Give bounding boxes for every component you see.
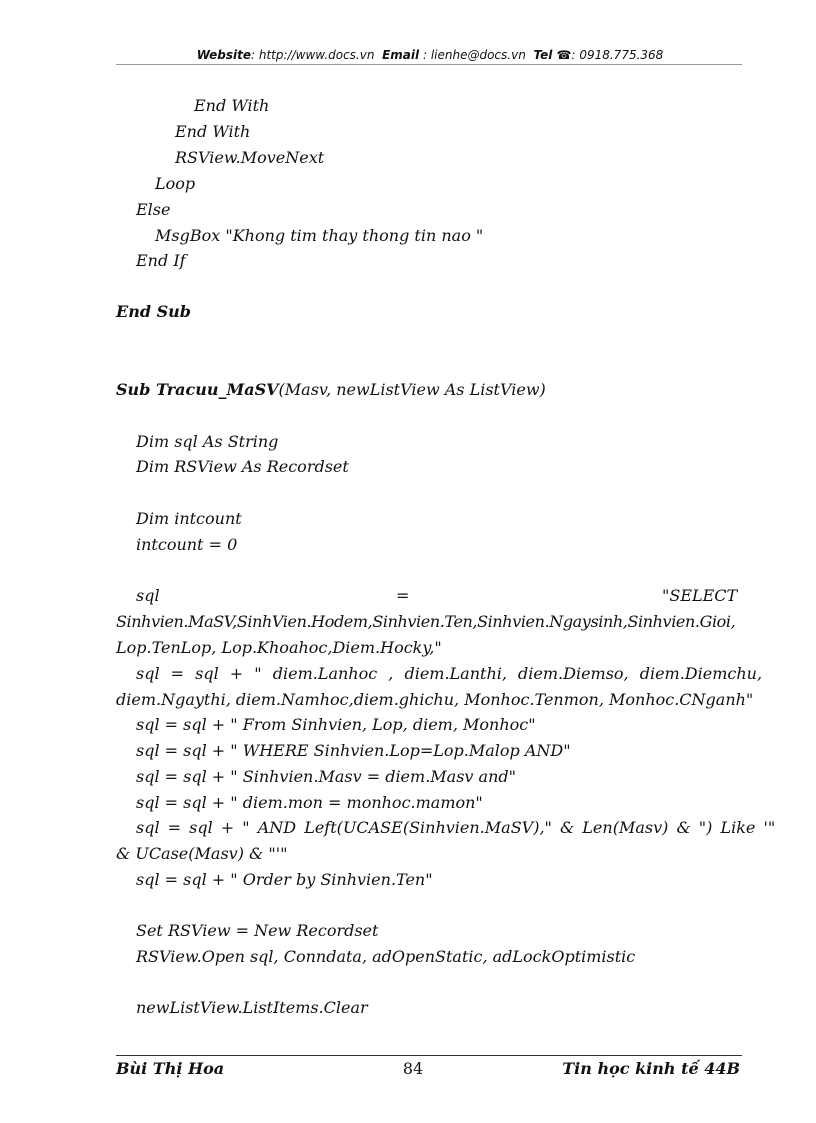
code-line: sql = sql + " Order by Sinhvien.Ten" [136, 870, 433, 889]
code-token: = [396, 586, 410, 605]
code-line: End With [194, 96, 270, 115]
page-number: 84 [402, 1059, 424, 1078]
footer-course: Tin học kinh tế 44B [562, 1059, 740, 1078]
code-line: intcount = 0 [136, 535, 238, 554]
code-line: Sinhvien.MaSV,SinhVien.Hodem,Sinhvien.Ten,Sinhvien.Ngaysinh,Sinhvien.Gioi, [116, 612, 736, 631]
footer-author: Bùi Thị Hoa [116, 1059, 225, 1078]
code-line: sql = sql + " WHERE Sinhvien.Lop=Lop.Malop AND" [136, 741, 571, 760]
code-line: RSView.MoveNext [175, 148, 325, 167]
code-line: Set RSView = New Recordset [136, 921, 379, 940]
code-line: & UCase(Masv) & "'" [116, 844, 288, 863]
tel-value: : 0918.775.368 [571, 48, 664, 62]
tel-label: Tel ☎ [533, 48, 572, 62]
code-line: sql = sql + " diem.Lanhoc , diem.Lanthi, diem.Diemso, diem.Diemchu, [136, 664, 763, 683]
sub-name: Sub Tracuu_MaSV [116, 380, 279, 399]
code-token: sql [136, 586, 160, 605]
email-value: : lienhe@docs.vn [422, 48, 526, 62]
code-line: sql = sql + " From Sinhvien, Lop, diem, Monhoc" [136, 715, 536, 734]
code-line: newListView.ListItems.Clear [136, 998, 368, 1017]
website-value: : http://www.docs.vn [251, 48, 375, 62]
email-label: Email [382, 48, 420, 62]
code-line: Else [136, 200, 171, 219]
code-line: Loop [155, 174, 196, 193]
website-label: Website [196, 48, 252, 62]
code-line: End If [136, 251, 186, 270]
end-sub: End Sub [116, 302, 191, 321]
code-line: Lop.TenLop, Lop.Khoahoc,Diem.Hocky," [116, 638, 442, 657]
footer-divider [116, 1055, 742, 1056]
sub-args: (Masv, newListView As ListView) [278, 380, 546, 399]
code-line: MsgBox "Khong tim thay thong tin nao " [155, 226, 484, 245]
page-header [118, 48, 742, 62]
sub-declaration [116, 380, 546, 400]
code-line: sql = sql + " diem.mon = monhoc.mamon" [136, 793, 483, 812]
code-token: "SELECT [662, 586, 738, 605]
code-line: End With [175, 122, 251, 141]
header-divider [116, 64, 742, 65]
code-line: Dim RSView As Recordset [136, 457, 349, 476]
code-line: Dim intcount [136, 509, 242, 528]
code-line: Dim sql As String [136, 432, 279, 451]
code-line: diem.Ngaythi, diem.Namhoc,diem.ghichu, Monhoc.Tenmon, Monhoc.CNganh" [116, 690, 754, 709]
code-line: RSView.Open sql, Conndata, adOpenStatic, adLockOptimistic [136, 947, 636, 966]
code-line: sql = sql + " AND Left(UCASE(Sinhvien.MaSV)," & Len(Masv) & ") Like '" [136, 818, 776, 837]
code-line: sql = sql + " Sinhvien.Masv = diem.Masv and" [136, 767, 516, 786]
